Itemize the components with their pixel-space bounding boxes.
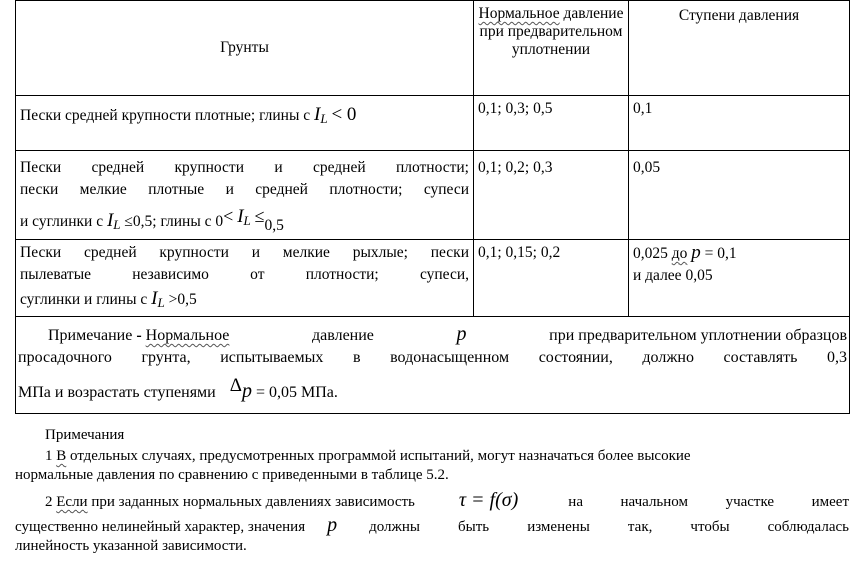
note-dash: - xyxy=(136,327,142,344)
note-1 xyxy=(15,447,849,466)
steps-do: до xyxy=(671,245,688,262)
p-symbol: p xyxy=(241,380,252,402)
note-label: Примечание xyxy=(48,327,133,344)
note-number: 2 xyxy=(45,494,53,510)
soil-text: Пески средней крупности плотные; глины с xyxy=(20,107,311,124)
il-symbol: I xyxy=(237,206,244,227)
steps-cell: 0,1 xyxy=(629,96,850,151)
soil-cell xyxy=(16,151,474,240)
note-text: нормальные давления по сравнению с приведенными в таблице 5.2. xyxy=(15,467,449,483)
soil-line xyxy=(20,288,469,314)
note-text: просадочного грунта, испытываемых в водонасыщенном состоянии, должно составлять 0,3 xyxy=(18,349,847,366)
note-word: В xyxy=(56,448,67,464)
table-row xyxy=(16,240,850,317)
note-2 xyxy=(15,491,849,512)
p-symbol: p xyxy=(327,514,338,536)
soil-cell xyxy=(16,96,474,151)
table-row xyxy=(16,96,850,151)
il-subscript: L xyxy=(113,217,121,232)
il-subscript: L xyxy=(157,295,165,310)
steps-value: и далее 0,05 xyxy=(633,267,713,284)
p-symbol: p xyxy=(456,323,467,345)
pressure-cell: 0,1; 0,15; 0,2 xyxy=(474,240,629,317)
condition: >0,5 xyxy=(168,291,197,308)
steps-value: = 0,1 xyxy=(704,245,737,262)
note-text: линейность указанной зависимости. xyxy=(15,538,247,554)
note-number: 1 xyxy=(45,448,53,464)
note-text: МПа и возрастать ступенями xyxy=(18,384,216,401)
notes-section xyxy=(15,426,849,556)
il-symbol: I xyxy=(314,104,321,125)
note-text: на начальном участке имеет xyxy=(568,494,849,510)
il-symbol: I xyxy=(151,288,158,309)
steps-cell xyxy=(629,240,850,317)
note-text: = 0,05 МПа. xyxy=(255,384,338,401)
soil-line: пески мелкие плотные и средней плотности; супеси xyxy=(20,181,469,198)
header-normal-pressure: Нормальное давление при предварительном уплотнении xyxy=(474,1,629,96)
note-text: при заданных нормальных давлениях зависимость xyxy=(87,494,415,510)
condition-value: 0,5 xyxy=(264,217,284,234)
soil-text: и суглинки с xyxy=(20,213,104,230)
soil-cell xyxy=(16,240,474,317)
note-text: должны быть изменены так, чтобы соблюдалась xyxy=(369,519,849,535)
soil-text: суглинки и глины с xyxy=(20,291,148,308)
less-sign: < xyxy=(223,206,234,226)
delta-symbol: Δ xyxy=(229,375,242,396)
table-row xyxy=(16,151,850,240)
il-subscript: L xyxy=(320,111,328,126)
note-text: давление xyxy=(312,327,374,344)
table-note-row xyxy=(16,317,850,414)
notes-title: Примечания xyxy=(45,427,125,443)
p-symbol: p xyxy=(691,242,701,263)
note-text: отдельных случаях, предусмотренных программой испытаний, могут назначаться более высокие xyxy=(66,448,691,464)
soil-line: Пески средней крупности и средней плотности; xyxy=(20,159,469,176)
note-text: существенно нелинейный характер, значения xyxy=(15,519,306,535)
tau-formula: τ = f(σ) xyxy=(458,489,519,511)
condition: < 0 xyxy=(331,104,357,125)
header-soils: Грунты xyxy=(16,1,474,96)
steps-value: 0,025 xyxy=(633,245,668,262)
steps-cell: 0,05 xyxy=(629,151,850,240)
header-pressure-steps: Ступени давления xyxy=(629,1,850,96)
il-subscript: L xyxy=(243,213,251,228)
condition: ≤0,5; глины с 0 xyxy=(124,213,224,230)
soil-line: Пески средней крупности и мелкие рыхлые; пески xyxy=(20,244,469,261)
soil-line: пылеватые независимо от плотности; супеси, xyxy=(20,266,469,283)
soil-line xyxy=(20,205,469,237)
le-sign: ≤ xyxy=(254,206,265,226)
table-note xyxy=(16,317,850,414)
note-text: при предварительном уплотнении образцов xyxy=(549,327,847,344)
pressure-cell: 0,1; 0,2; 0,3 xyxy=(474,151,629,240)
note-word: Нормальное xyxy=(145,327,230,344)
pressure-cell: 0,1; 0,3; 0,5 xyxy=(474,96,629,151)
il-symbol: I xyxy=(106,210,114,231)
note-word: Если xyxy=(56,494,88,510)
soil-pressure-table xyxy=(15,0,850,414)
